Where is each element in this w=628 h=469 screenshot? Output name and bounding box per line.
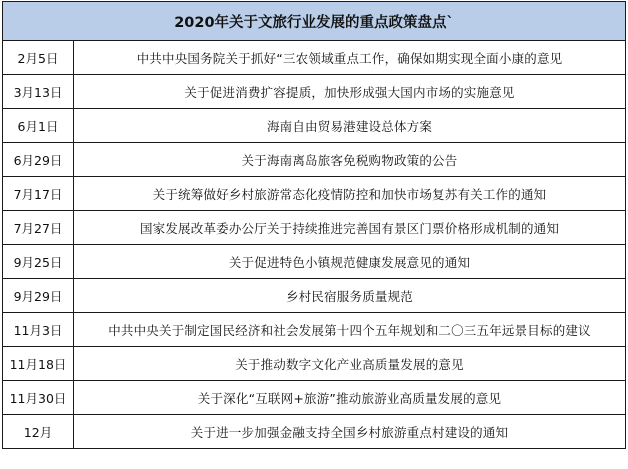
row-date: 2月5日 xyxy=(3,41,74,75)
table-row xyxy=(3,143,626,177)
table-row xyxy=(3,415,626,449)
table-row xyxy=(3,313,626,347)
row-date: 7月27日 xyxy=(3,211,74,245)
table-title-row xyxy=(3,2,626,41)
row-policy: 关于统筹做好乡村旅游常态化疫情防控和加快市场复苏有关工作的通知 xyxy=(74,177,626,211)
row-date: 6月29日 xyxy=(3,143,74,177)
table-row xyxy=(3,75,626,109)
table-row xyxy=(3,347,626,381)
table-row xyxy=(3,177,626,211)
row-policy: 中共中央关于制定国民经济和社会发展第十四个五年规划和二〇三五年远景目标的建议 xyxy=(74,313,626,347)
row-policy: 关于进一步加强金融支持全国乡村旅游重点村建设的通知 xyxy=(74,415,626,449)
policy-table xyxy=(2,1,626,449)
table-row xyxy=(3,279,626,313)
table-row xyxy=(3,245,626,279)
row-policy: 乡村民宿服务质量规范 xyxy=(74,279,626,313)
row-date: 11月30日 xyxy=(3,381,74,415)
table-row xyxy=(3,41,626,75)
row-policy: 关于促进特色小镇规范健康发展意见的通知 xyxy=(74,245,626,279)
row-date: 11月3日 xyxy=(3,313,74,347)
table-row xyxy=(3,211,626,245)
row-policy: 海南自由贸易港建设总体方案 xyxy=(74,109,626,143)
table-title: 2020年关于文旅行业发展的重点政策盘点` xyxy=(3,2,626,41)
row-policy: 国家发展改革委办公厅关于持续推进完善国有景区门票价格形成机制的通知 xyxy=(74,211,626,245)
row-policy: 关于深化“互联网+旅游”推动旅游业高质量发展的意见 xyxy=(74,381,626,415)
table-row xyxy=(3,381,626,415)
row-date: 9月25日 xyxy=(3,245,74,279)
row-policy: 中共中央国务院关于抓好“三农领域重点工作，确保如期实现全面小康的意见 xyxy=(74,41,626,75)
table-row xyxy=(3,109,626,143)
row-date: 12月 xyxy=(3,415,74,449)
row-date: 6月1日 xyxy=(3,109,74,143)
row-date: 3月13日 xyxy=(3,75,74,109)
row-date: 9月29日 xyxy=(3,279,74,313)
row-policy: 关于海南离岛旅客免税购物政策的公告 xyxy=(74,143,626,177)
row-date: 7月17日 xyxy=(3,177,74,211)
row-policy: 关于促进消费扩容提质，加快形成强大国内市场的实施意见 xyxy=(74,75,626,109)
policy-sheet xyxy=(2,1,625,449)
row-policy: 关于推动数字文化产业高质量发展的意见 xyxy=(74,347,626,381)
row-date: 11月18日 xyxy=(3,347,74,381)
